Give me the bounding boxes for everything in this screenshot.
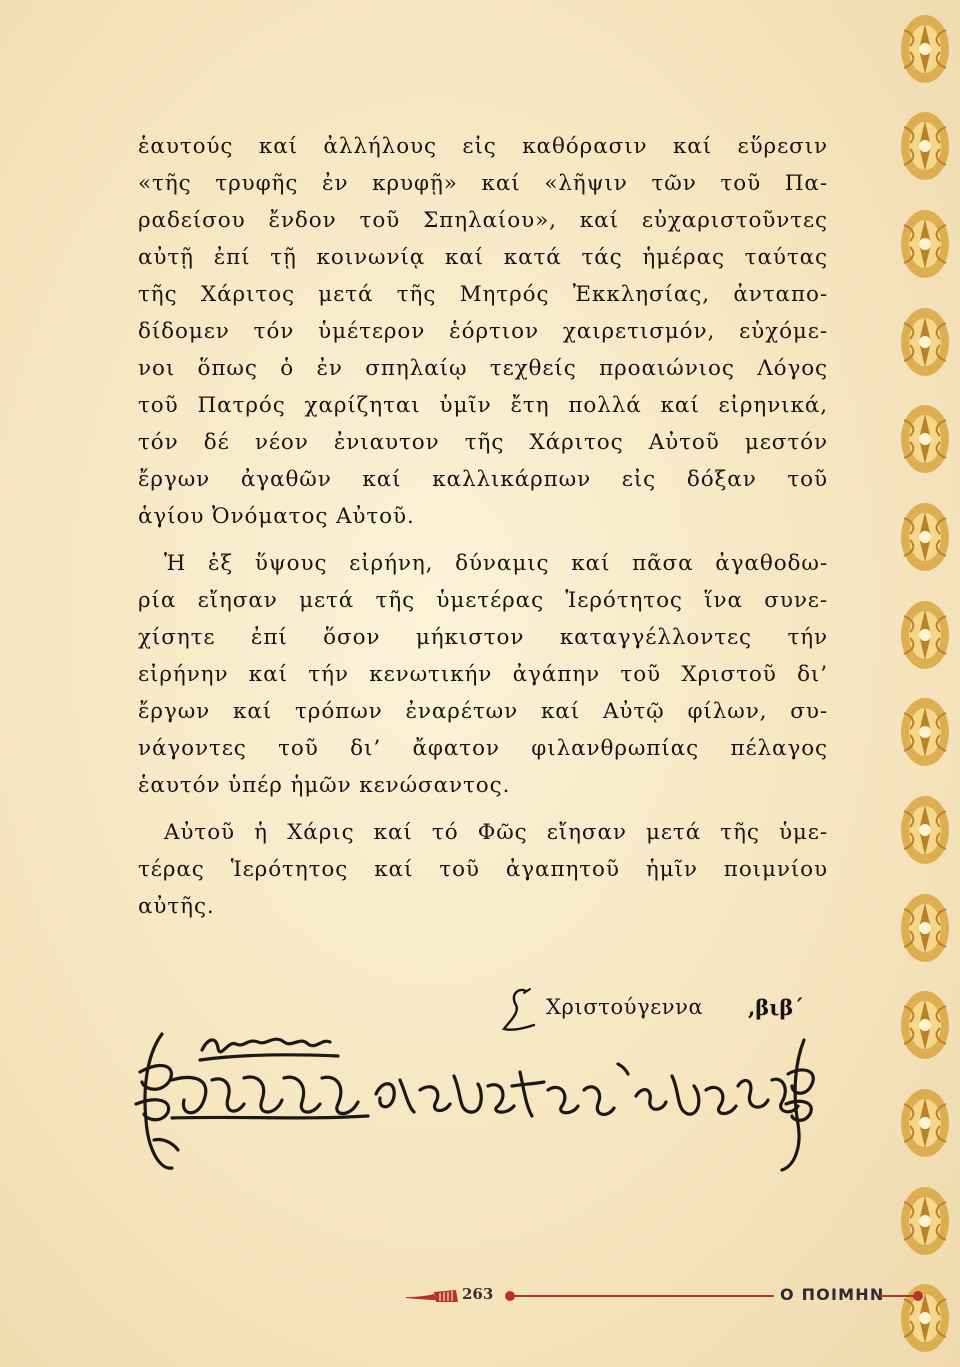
ornament-motif-icon <box>896 986 954 1064</box>
text-line: ρία εἴησαν μετά τῆς ὑμετέρας Ἱερότητος ἵνα συνε- <box>138 588 828 613</box>
text-line: ραδείσου ἔνδον τοῦ Σπηλαίου», καί εὐχαριστοῦντες <box>138 208 828 233</box>
journal-title: Ο ΠΟΙΜΗΝ <box>780 1285 885 1304</box>
ornament-motif-icon <box>896 1182 954 1260</box>
ornament-motif-icon <box>896 107 954 185</box>
ornament-motif-icon <box>896 498 954 576</box>
text-line: ἑαυτούς καί ἀλλήλους εἰς καθόρασιν καί εὕρεσιν <box>138 134 828 159</box>
text-line: ἁγίου Ὀνόματος Αὐτοῦ. <box>138 504 415 529</box>
text-line: δίδομεν τόν ὑμέτερον ἑόρτιον χαιρετισμόν, εὐχόμε- <box>138 319 828 344</box>
closing-year: ,βιβ΄ <box>748 995 804 1020</box>
paragraph-1 <box>138 128 828 535</box>
footer-rule-right <box>880 1284 930 1310</box>
text-line: ἔργων καί τρόπων ἐναρέτων καί Αὐτῷ φίλων, συ- <box>138 699 828 724</box>
paragraph-2 <box>138 545 828 804</box>
text-line: νάγοντες τοῦ δι’ ἄφατον φιλανθρωπίας πέλαγος <box>138 736 828 761</box>
handwritten-signature <box>132 1020 832 1180</box>
ornament-motif-icon <box>896 303 954 381</box>
text-line: Αὐτοῦ ἡ Χάρις καί τό Φῶς εἴησαν μετά τῆς ὑμε- <box>164 820 828 845</box>
text-line: αὐτῇ ἐπί τῇ κοινωνίᾳ καί κατά τάς ἡμέρας ταύτας <box>138 245 828 270</box>
ornament-motif-icon <box>896 205 954 283</box>
paragraph-3 <box>138 814 828 925</box>
ornament-motif-icon <box>896 596 954 674</box>
footer-rule-left <box>500 1284 782 1310</box>
text-line: εἰρήνην καί τήν κενωτικήν ἀγάπην τοῦ Χριστοῦ δι’ <box>138 662 828 687</box>
text-line: «τῆς τρυφῆς ἐν κρυφῇ» καί «λῆψιν τῶν τοῦ Πα- <box>138 171 828 196</box>
ornamental-border <box>890 0 960 1367</box>
text-line: Ἡ ἐξ ὕψους εἰρήνη, δύναμις καί πᾶσα ἀγαθοδω- <box>164 551 828 576</box>
ornament-motif-icon <box>896 693 954 771</box>
text-line: αὐτῆς. <box>138 894 215 919</box>
ornament-motif-icon <box>896 791 954 869</box>
text-line: χίσητε ἐπί ὅσον μήκιστον καταγγέλλοντες τήν <box>138 625 828 650</box>
ornament-motif-icon <box>896 400 954 478</box>
ornament-motif-icon <box>896 889 954 967</box>
text-line: τοῦ Πατρός χαρίζηται ὑμῖν ἔτη πολλά καί εἰρηνικά, <box>138 393 828 418</box>
text-line: τῆς Χάριτος μετά τῆς Μητρός Ἐκκλησίας, ἀνταπο- <box>138 282 828 307</box>
text-line: τόν δέ νέον ἐνιαυτον τῆς Χάριτος Αὐτοῦ μεστόν <box>138 430 828 455</box>
letter-body <box>138 128 828 935</box>
text-line: ἔργων ἀγαθῶν καί καλλικάρπων εἰς δόξαν τοῦ <box>138 467 828 492</box>
text-line: ἑαυτόν ὑπέρ ἡμῶν κενώσαντος. <box>138 773 511 798</box>
ornament-motif-icon <box>896 1084 954 1162</box>
footer-ornament-icon <box>400 1284 460 1310</box>
text-line: νοι ὅπως ὁ ἐν σπηλαίῳ τεχθείς προαιώνιος Λόγος <box>138 356 828 381</box>
page-footer <box>400 1284 930 1310</box>
page-number: 263 <box>462 1285 494 1303</box>
ornament-motif-icon <box>896 10 954 88</box>
text-line: τέρας Ἱερότητος καί τοῦ ἀγαπητοῦ ἡμῖν ποιμνίου <box>138 857 828 882</box>
closing-word: Χριστούγεννα <box>546 995 704 1019</box>
